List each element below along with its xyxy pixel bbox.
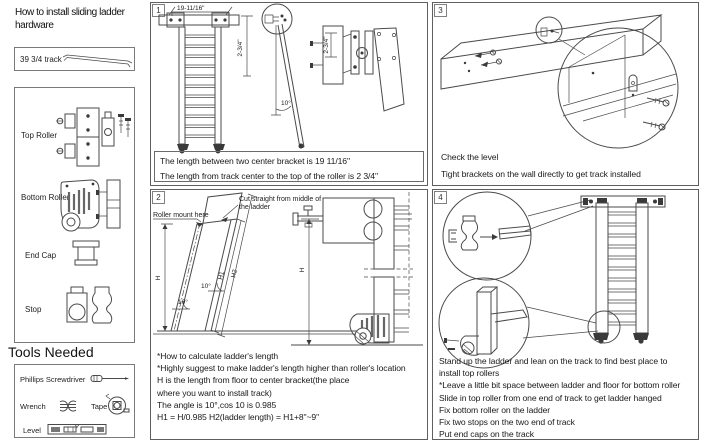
part-label-top-roller: Top Roller <box>21 131 58 140</box>
top-roller-illustration <box>56 108 131 166</box>
note-line: *Leave a little bit space between ladder and floor for bottom roller <box>439 380 681 391</box>
hanging-ladder <box>581 196 665 344</box>
dim-h1-label: H1 <box>217 270 226 281</box>
dim-side-offset: 2-3/4" <box>237 39 244 57</box>
tools-box <box>14 364 135 438</box>
ladder-front-view <box>159 13 239 154</box>
tool-label-screwdriver: Phillips Screwdriver <box>20 375 86 384</box>
dim-h2-label: H2 <box>230 268 239 279</box>
ladder-side-view <box>237 4 304 149</box>
panel-step2 <box>150 189 428 440</box>
panel-step1 <box>150 2 428 186</box>
screw-detail-circle <box>536 17 562 43</box>
step1-diagram <box>151 3 429 149</box>
note-line: Put end caps on the track <box>439 429 534 440</box>
bracket-spacing-dimension <box>169 5 232 16</box>
panel-step3 <box>432 2 699 186</box>
note-line: The angle is 10°,cos 10 is 0.985 <box>157 399 277 410</box>
bracket-detail <box>310 26 404 111</box>
note-line: H is the length from floor to center bracket(the place <box>157 375 350 386</box>
track-beam-isometric <box>441 15 661 89</box>
note-line: The length between two center bracket is 19 11/16" <box>160 156 350 166</box>
roller-mount-label: Roller mount here <box>153 212 209 219</box>
step2-number: 2 <box>152 191 165 204</box>
dim-h-label: H <box>155 275 162 281</box>
tool-label-tape: Tape <box>91 402 108 411</box>
panel-step4 <box>432 189 699 440</box>
step2-notes <box>157 350 406 423</box>
level-icon <box>48 425 106 435</box>
note-line: Fix two stops on the two end of track <box>439 417 575 428</box>
note-line: Tight brackets on the wall directly to get track installed <box>441 169 641 179</box>
note-line: Fix bottom roller on the ladder <box>439 404 551 415</box>
page-title: How to install sliding ladder hardware <box>15 7 125 31</box>
angle-a-label: 10° <box>201 283 211 290</box>
wrench-icon <box>60 401 76 411</box>
tools-heading: Tools Needed <box>8 344 94 360</box>
note-line: Stand up the ladder and lean on the track to find best place to <box>439 356 668 366</box>
part-label-bottom-roller: Bottom Roller <box>21 193 70 202</box>
stop-illustration <box>67 287 112 323</box>
dim-side-h-label: H <box>299 267 306 273</box>
track-label: 39 3/4 track <box>20 55 62 64</box>
parts-illustrations <box>15 88 134 342</box>
tape-measure-icon <box>106 394 129 414</box>
dim-detail-offset: 2-3/4" <box>323 36 330 54</box>
part-label-end-cap: End Cap <box>25 251 57 260</box>
step3-number: 3 <box>434 4 447 17</box>
ladder-length-diagram <box>153 193 361 337</box>
tool-label-wrench: Wrench <box>20 402 46 411</box>
roller-detail-circle <box>262 4 292 34</box>
track-icon <box>15 48 134 70</box>
end-cap-illustration <box>73 241 99 265</box>
bottom-roller-illustration <box>61 180 120 231</box>
step3-diagram <box>433 3 700 149</box>
track-part-box <box>14 47 135 71</box>
note-line: Check the level <box>441 152 499 162</box>
leader-lines-top <box>525 200 593 231</box>
note-line: Slide in top roller from one end of track to get ladder hanged <box>439 392 662 403</box>
stop-endcap-detail-circle <box>443 192 531 280</box>
leader-lines-bottom <box>523 307 598 338</box>
screwdriver-icon <box>91 376 129 382</box>
step4-notes <box>439 355 680 440</box>
step1-number: 1 <box>152 4 165 17</box>
part-label-stop: Stop <box>25 305 42 314</box>
tools-illustrations <box>15 365 134 437</box>
installed-side-view <box>291 192 423 345</box>
note-line: install top rollers <box>439 368 500 379</box>
track-drawing <box>63 55 132 67</box>
note-line: where you want to install track) <box>157 387 272 398</box>
wall-bracket-detail-circle <box>558 28 678 148</box>
cut-label-line1: Cut straight from middle of <box>239 196 322 203</box>
parts-sidebar <box>0 0 148 445</box>
angle-b-label: 10° <box>178 299 188 306</box>
dim-top-width: 19-11/16" <box>177 5 205 12</box>
dim-angle: 10° <box>281 100 291 107</box>
parts-box <box>14 87 135 343</box>
step4-number: 4 <box>434 191 447 204</box>
note-line: H1 = H/0.985 H2(ladder length) = H1+8"~9" <box>157 412 320 423</box>
tool-label-level: Level <box>23 426 41 435</box>
note-line: The length from track center to the top of the roller is 2 3/4" <box>160 171 378 181</box>
note-line: *Highly suggest to make ladder's length higher than roller's location <box>157 363 406 374</box>
note-line: *How to calculate ladder's length <box>157 351 279 361</box>
step1-notes <box>154 151 424 182</box>
cut-label-line2: the ladder <box>239 204 271 211</box>
